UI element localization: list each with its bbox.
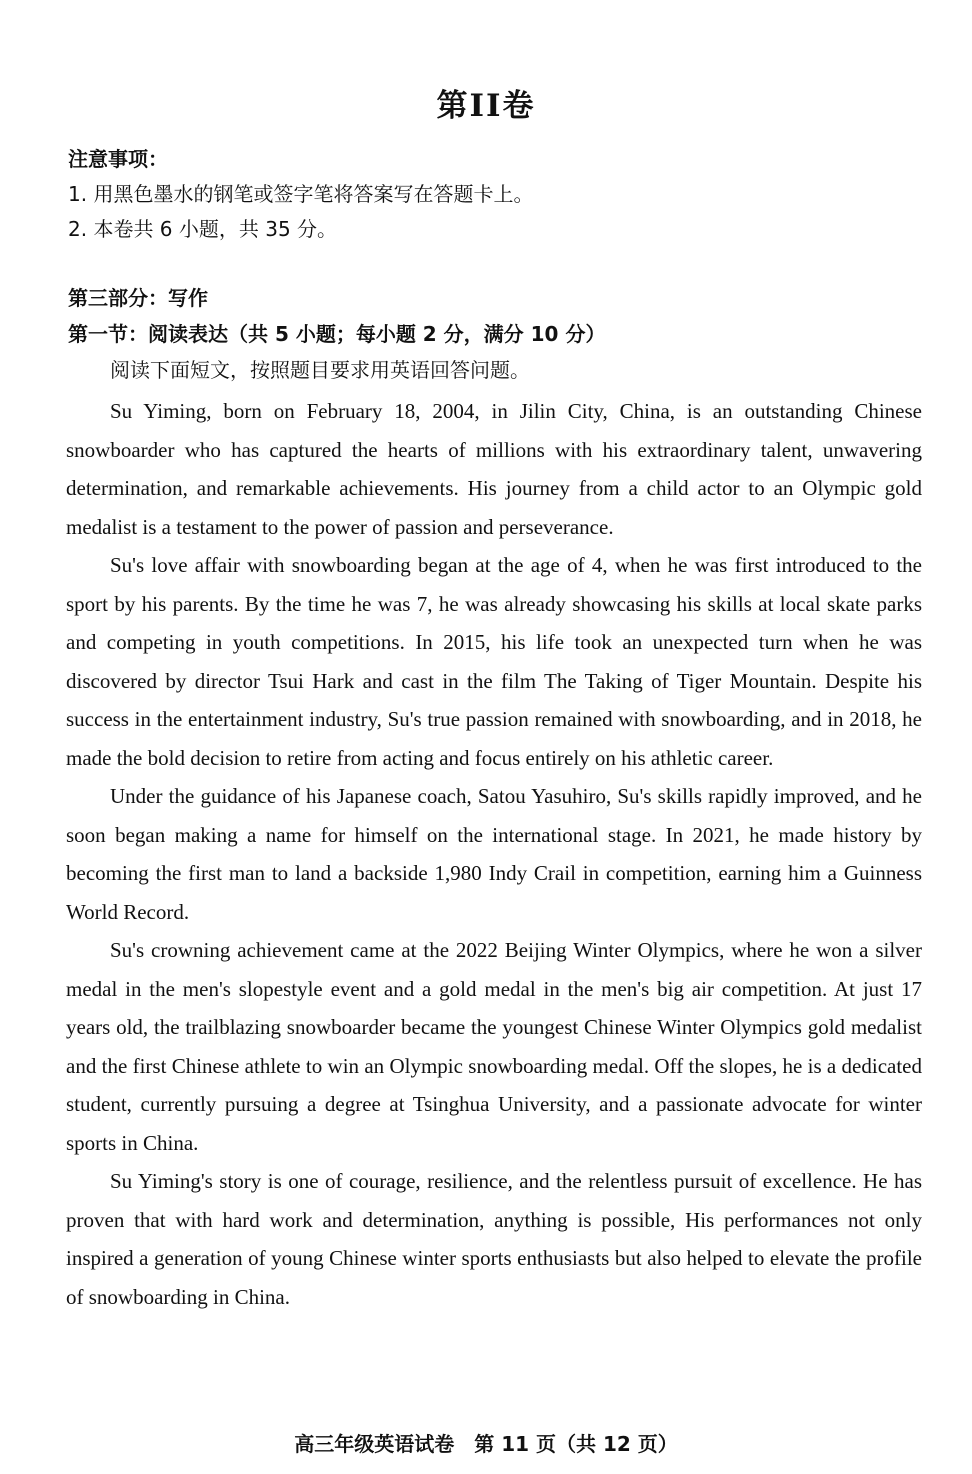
subsection-title: 第一节：阅读表达（共 5 小题；每小题 2 分，满分 10 分） (68, 322, 606, 346)
passage-paragraph: Under the guidance of his Japanese coach, Satou Yasuhiro, Su's skills rapidly improved, and he soon began making a name for himself on the international stage. In 2021, he made history by becoming the first man to land a backside 1,980 Indy Crail in competition, earning him a Guinness World Record. (66, 784, 922, 924)
passage-paragraph: Su Yiming's story is one of courage, resilience, and the relentless pursuit of excellence. He has proven that with hard work and determination, anything is possible, His performances not only inspired a generation of young Chinese winter sports enthusiasts but also helped to elevate the profile of snowboarding in China. (66, 1169, 922, 1309)
notice-block (68, 142, 928, 247)
passage-paragraph: Su's crowning achievement came at the 2022 Beijing Winter Olympics, where he won a silver medal in the men's slopestyle event and a gold medal in the men's big air competition. At just 17 years old, the trailblazing snowboarder became the youngest Chinese Winter Olympics gold medalist and the first Chinese athlete to win an Olympic snowboarding medal. Off the slopes, he is a dedicated student, currently pursuing a degree at Tsinghua University, and a passionate advocate for winter sports in China. (66, 938, 922, 1155)
instruction-text: 阅读下面短文，按照题目要求用英语回答问题。 (110, 358, 530, 382)
reading-passage (66, 392, 922, 1316)
passage-paragraph: Su's love affair with snowboarding began at the age of 4, when he was first introduced to the sport by his parents. By the time he was 7, he was already showcasing his skills at local skate parks and competing in youth competitions. In 2015, his life took an unexpected turn when he was discovered by director Tsui Hark and cast in the film The Taking of Tiger Mountain. Despite his success in the entertainment industry, Su's true passion remained with snowboarding, and in 2018, he made the bold decision to retire from acting and focus entirely on his athletic career. (66, 553, 922, 770)
notice-item: 2. 本卷共 6 小题，共 35 分。 (68, 217, 338, 241)
page-footer: 高三年级英语试卷 第 11 页（共 12 页） (294, 1432, 678, 1456)
part-title: 第三部分：写作 (68, 286, 208, 310)
notice-heading: 注意事项： (68, 147, 168, 171)
passage-paragraph: Su Yiming, born on February 18, 2004, in Jilin City, China, is an outstanding Chinese snowboarder who has captured the hearts of millions with his extraordinary talent, unwavering determination, and remarkable achievements. His journey from a child actor to an Olympic gold medalist is a testament to the power of passion and perseverance. (66, 399, 922, 539)
section-header (68, 280, 928, 388)
paper-title: 第II卷 (436, 88, 536, 124)
notice-item: 1. 用黑色墨水的钢笔或签字笔将答案写在答题卡上。 (68, 182, 534, 206)
